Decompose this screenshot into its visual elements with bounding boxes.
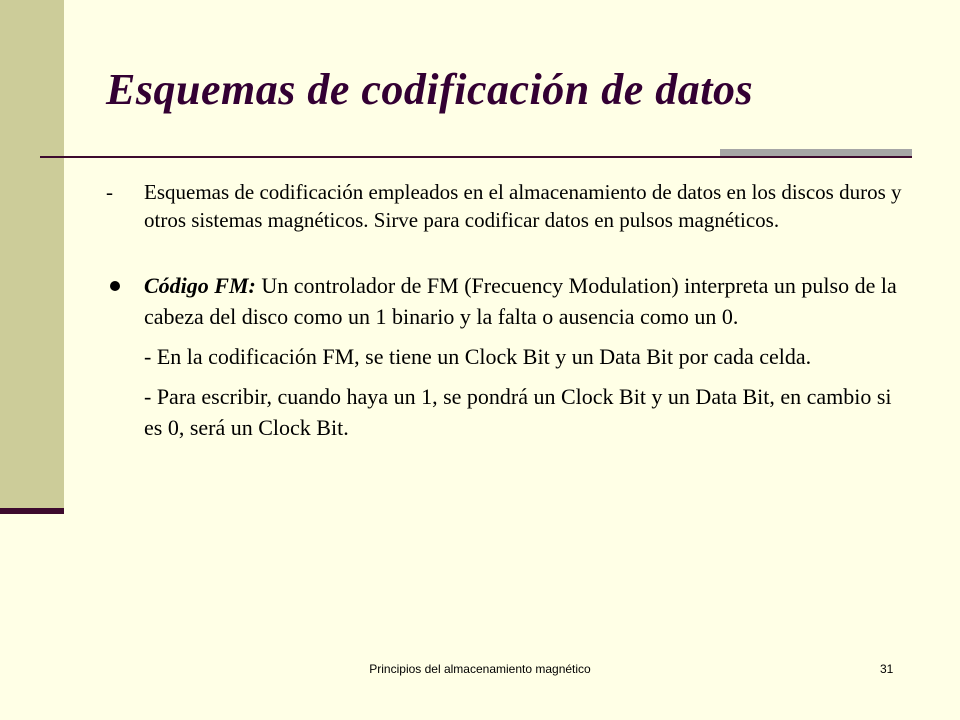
sub-paragraph-write: - Para escribir, cuando haya un 1, se pondrá un Clock Bit y un Data Bit, en cambio si es 0, será un Clock Bit.: [144, 384, 892, 440]
bullet-fm: [104, 270, 914, 332]
slide-body: [104, 178, 914, 443]
bullet-label: Código FM:: [144, 273, 256, 298]
intro-dash: -: [106, 180, 113, 204]
sub-paragraph-clock-data: - En la codificación FM, se tiene un Clock Bit y un Data Bit por cada celda.: [144, 344, 812, 369]
page-number: 31: [880, 662, 894, 676]
bullet-text: Un controlador de FM (Frecuency Modulation) interpreta un pulso de la cabeza del disco como un 1 binario y la falta o ausencia como un 0.: [144, 273, 897, 329]
sidebar-panel: [0, 0, 64, 508]
slide-title: Esquemas de codificación de datos: [106, 65, 754, 114]
intro-paragraph: [104, 178, 914, 234]
title-underline-dark: [40, 156, 912, 158]
bullet-dot-icon: [110, 281, 120, 291]
footer-title: Principios del almacenamiento magnético: [369, 662, 591, 676]
intro-text: Esquemas de codificación empleados en el almacenamiento de datos en los discos duros y otros sistemas magnéticos. Sirve para codificar datos en pulsos magnéticos.: [144, 180, 902, 232]
sidebar-accent-bar: [0, 508, 64, 514]
